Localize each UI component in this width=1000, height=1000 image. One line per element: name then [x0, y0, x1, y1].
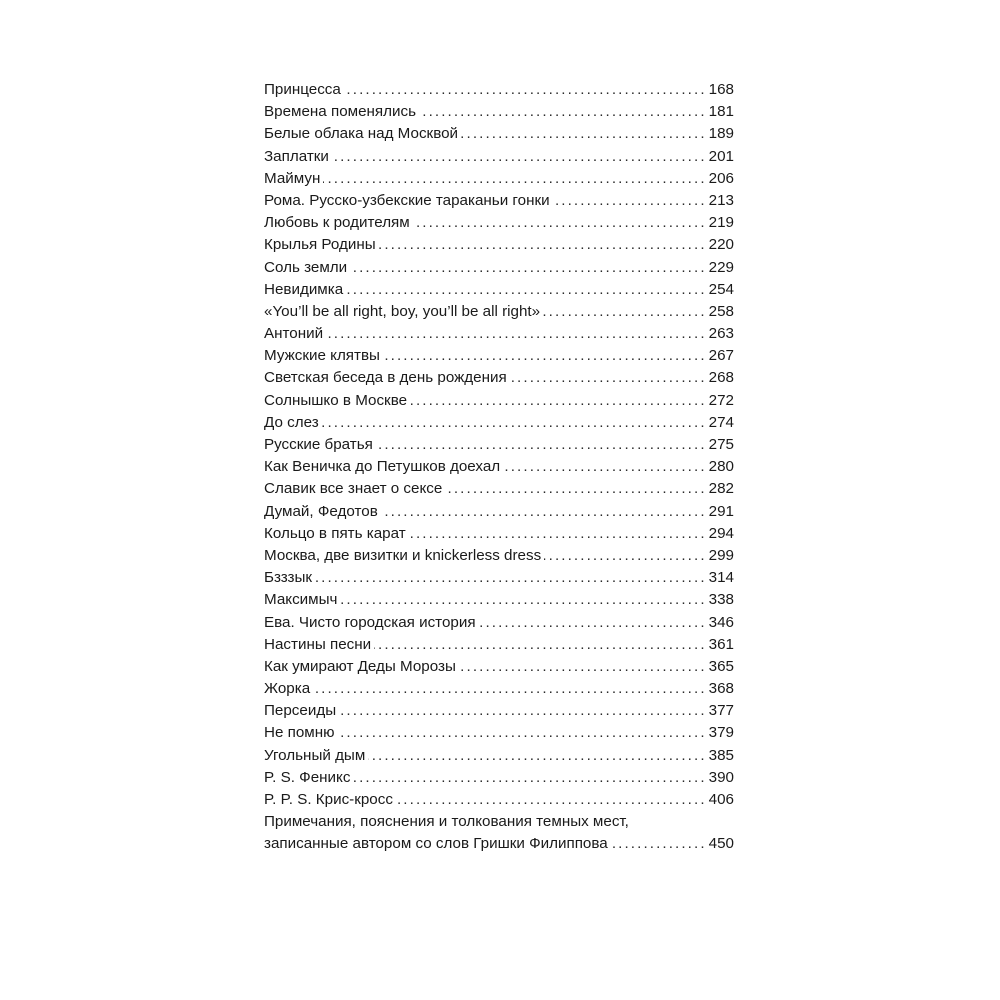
toc-entry-title: Антоний — [264, 325, 324, 343]
toc-entry-page: 377 — [708, 702, 734, 720]
toc-leader-dots — [313, 678, 706, 700]
toc-entry-title: Славик все знает о сексе — [264, 480, 443, 498]
toc-entry-notes-line2 — [264, 833, 734, 855]
toc-leader-dots — [322, 412, 707, 434]
toc-leader-dots — [413, 212, 707, 234]
toc-entry — [264, 656, 734, 678]
toc-entry-title: Бзззык — [264, 569, 313, 587]
toc-leader-dots — [479, 612, 707, 634]
toc-entry-page: 450 — [708, 835, 734, 853]
toc-leader-dots — [353, 767, 706, 789]
toc-entry — [264, 123, 734, 145]
toc-entry — [264, 456, 734, 478]
toc-entry-title: Времена поменялись — [264, 103, 416, 121]
toc-entry-page: 346 — [708, 613, 734, 631]
toc-entry — [264, 367, 734, 389]
toc-entry — [264, 478, 734, 500]
toc-entry-title: Москва, две визитки и knickerless dress — [264, 546, 542, 564]
toc-entry-title: P. S. Феникс — [264, 768, 351, 786]
toc-leader-dots — [374, 634, 707, 656]
toc-leader-dots — [510, 367, 707, 389]
toc-entry-page: 361 — [708, 635, 734, 653]
toc-entry-title: Заплатки — [264, 147, 329, 165]
toc-entry-title: До слез — [264, 413, 319, 431]
toc-leader-dots — [323, 168, 706, 190]
toc-entry-title: Персеиды — [264, 702, 337, 720]
toc-leader-dots — [503, 456, 707, 478]
toc-leader-dots — [344, 79, 707, 101]
toc-entry — [264, 722, 734, 744]
toc-entry-page: 280 — [708, 458, 734, 476]
toc-entry-page: 229 — [708, 258, 734, 276]
toc-entry-title: Примечания, пояснения и толкования темных мест, — [264, 813, 629, 831]
toc-entry — [264, 678, 734, 700]
toc-entry-title: P. P. S. Крис-кросс — [264, 791, 393, 808]
toc-leader-dots — [338, 722, 707, 744]
toc-entry — [264, 390, 734, 412]
toc-leader-dots — [368, 745, 706, 767]
toc-entry — [264, 523, 734, 545]
toc-leader-dots — [315, 567, 707, 589]
toc-entry-title: Светская беседа в день рождения — [264, 369, 507, 387]
toc-leader-dots — [379, 234, 707, 256]
toc-entry-notes-line1 — [264, 811, 734, 833]
toc-leader-dots — [350, 257, 707, 279]
toc-leader-dots — [346, 279, 706, 301]
toc-leader-dots — [381, 501, 707, 523]
toc-entry-title: «You’ll be all right, boy, you’ll be all right» — [264, 302, 541, 320]
toc-entry-title: записанные автором со слов Гришки Филиппова — [264, 835, 608, 853]
toc-entry-title: Как умирают Деды Морозы — [264, 657, 456, 675]
toc-entry-title: Думай, Федотов — [264, 502, 378, 520]
toc-entry-page: 168 — [708, 81, 734, 98]
toc-entry — [264, 168, 734, 190]
toc-leader-dots — [459, 656, 707, 678]
toc-entry-page: 181 — [708, 103, 734, 121]
toc-leader-dots — [409, 523, 707, 545]
toc-leader-dots — [383, 345, 707, 367]
toc-entry — [264, 501, 734, 523]
toc-entry-title: Ева. Чисто городская история — [264, 613, 476, 631]
toc-entry — [264, 434, 734, 456]
toc-entry — [264, 789, 734, 811]
toc-entry-page: 213 — [708, 191, 734, 209]
toc-entry-page: 267 — [708, 347, 734, 365]
toc-entry — [264, 101, 734, 123]
toc-entry-page: 272 — [708, 391, 734, 409]
toc-entry — [264, 567, 734, 589]
toc-entry-page: 314 — [708, 569, 734, 587]
toc-entry-page: 368 — [708, 680, 734, 698]
toc-leader-dots — [543, 301, 707, 323]
toc-leader-dots — [461, 123, 707, 145]
toc-entry — [264, 634, 734, 656]
toc-entry-title: Маймун — [264, 169, 321, 187]
toc-leader-dots — [544, 545, 706, 567]
toc-entry-page: 263 — [708, 325, 734, 343]
toc-entry-page: 189 — [708, 125, 734, 143]
toc-leader-dots — [611, 833, 707, 855]
toc-entry — [264, 323, 734, 345]
toc-entry-page: 365 — [708, 657, 734, 675]
toc-entry-title: Русские братья — [264, 436, 373, 453]
toc-entry-page: 379 — [708, 724, 734, 742]
toc-entry — [264, 234, 734, 256]
toc-leader-dots — [396, 789, 707, 811]
toc-entry-page: 338 — [708, 591, 734, 609]
toc-entry — [264, 146, 734, 168]
toc-entry-page: 294 — [708, 524, 734, 542]
toc-leader-dots — [339, 700, 707, 722]
toc-entry-title: Жорка — [264, 680, 311, 698]
toc-entry — [264, 212, 734, 234]
toc-entry — [264, 412, 734, 434]
toc-leader-dots — [553, 190, 707, 212]
toc-leader-dots — [419, 101, 707, 123]
toc-entry-title: Крылья Родины — [264, 236, 376, 254]
toc-entry-page: 390 — [708, 768, 734, 786]
toc-entry — [264, 545, 734, 567]
toc-leader-dots — [410, 390, 707, 412]
toc-entry-page: 268 — [708, 369, 734, 387]
toc-leader-dots — [445, 478, 706, 500]
toc-entry — [264, 345, 734, 367]
toc-entry — [264, 190, 734, 212]
toc-entry — [264, 279, 734, 301]
toc-entry-title: Рома. Русско-узбекские тараканьи гонки — [264, 191, 550, 209]
toc-entry-page: 274 — [708, 413, 734, 431]
toc-entry-page: 275 — [708, 436, 734, 453]
toc-entry-title: Соль земли — [264, 258, 348, 276]
toc-entry-title: Не помню — [264, 724, 335, 742]
toc-leader-dots — [326, 323, 707, 345]
toc-entry-page: 291 — [708, 502, 734, 520]
toc-entry — [264, 745, 734, 767]
toc-entry-title: Любовь к родителям — [264, 214, 410, 232]
toc-entry — [264, 700, 734, 722]
toc-entry — [264, 767, 734, 789]
toc-leader-dots — [376, 434, 707, 456]
toc-entry-page: 206 — [708, 169, 734, 187]
toc-entry-title: Угольный дым — [264, 746, 366, 764]
toc-entry-title: Белые облака над Москвой — [264, 125, 459, 143]
toc-entry-title: Максимыч — [264, 591, 338, 609]
toc-entry — [264, 589, 734, 611]
toc-entry-title: Невидимка — [264, 280, 344, 298]
toc-entry-page: 385 — [708, 746, 734, 764]
toc-entry-page: 282 — [708, 480, 734, 498]
toc-entry-page: 220 — [708, 236, 734, 254]
toc-entry-title: Принцесса — [264, 81, 341, 98]
toc-leader-dots — [332, 146, 707, 168]
toc-entry-title: Мужские клятвы — [264, 347, 380, 365]
table-of-contents — [264, 79, 734, 856]
toc-entry-page: 258 — [708, 302, 734, 320]
toc-entry — [264, 257, 734, 279]
toc-entry-page: 219 — [708, 214, 734, 232]
toc-entry-title: Солнышко в Москве — [264, 391, 408, 409]
toc-entry-page: 299 — [708, 546, 734, 564]
toc-entry — [264, 301, 734, 323]
toc-leader-dots — [340, 589, 706, 611]
toc-entry-page: 201 — [708, 147, 734, 165]
toc-entry-page: 254 — [708, 280, 734, 298]
toc-entry — [264, 612, 734, 634]
toc-entry-title: Кольцо в пять карат — [264, 524, 406, 542]
toc-entry-title: Как Веничка до Петушков доехал — [264, 458, 501, 476]
toc-entry — [264, 79, 734, 101]
toc-entry-page: 406 — [708, 791, 734, 808]
toc-entry-title: Настины песни — [264, 635, 372, 653]
